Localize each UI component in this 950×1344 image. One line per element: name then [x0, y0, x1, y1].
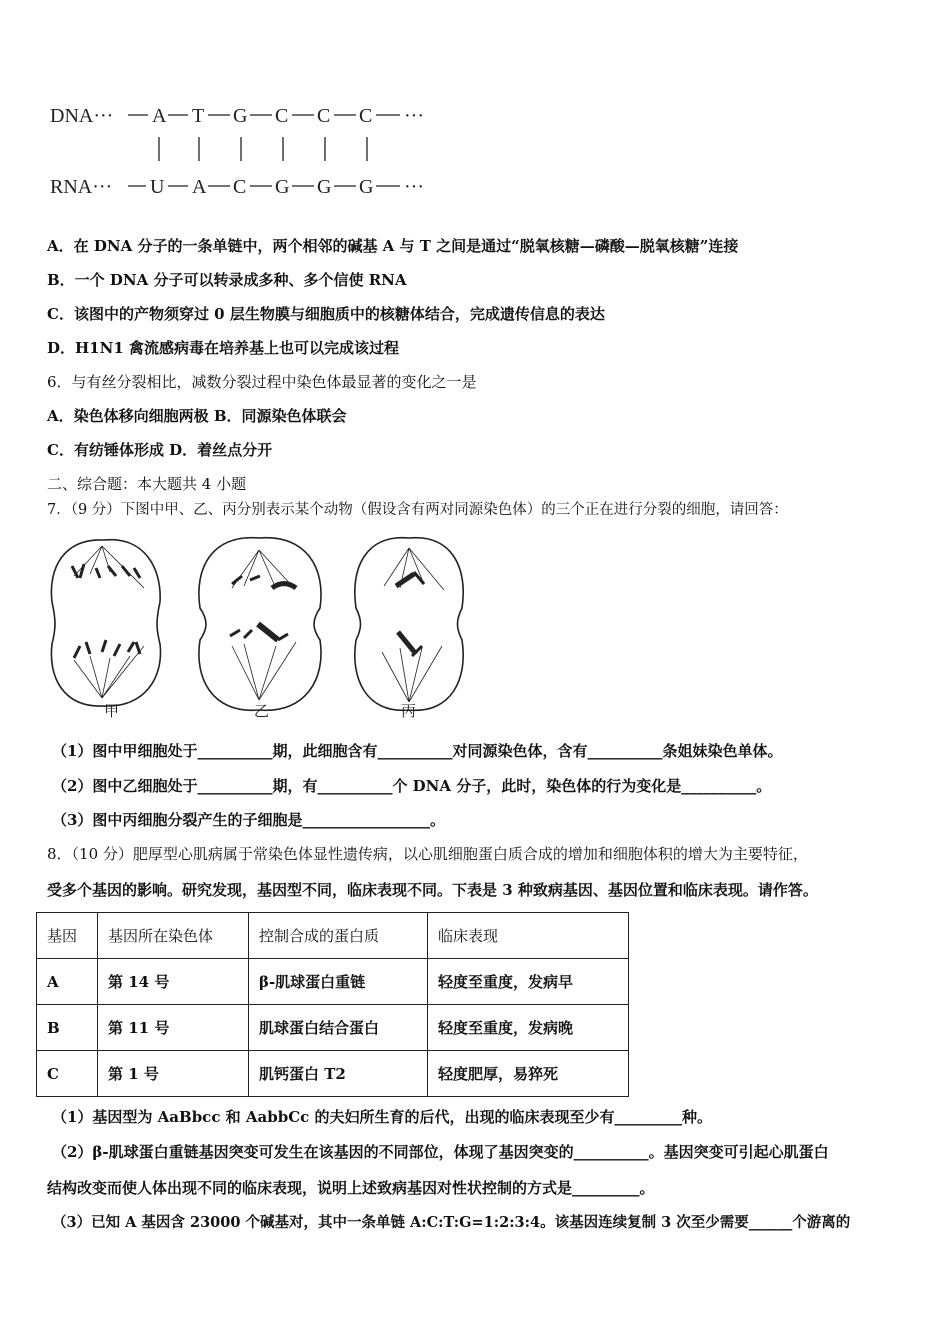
rna-base: G	[317, 176, 332, 198]
q8-stem-line1: 8．（10 分）肥厚型心肌病属于常染色体显性遗传病，以心肌细胞蛋白质合成的增加和细胞体积的增大为主要特征，	[47, 845, 808, 863]
q7-sub3: （3）图中丙细胞分裂产生的子细胞是_________________。	[52, 811, 445, 829]
table-cell: 轻度至重度，发病晚	[428, 1005, 629, 1051]
caption-bing: 丙	[401, 702, 417, 720]
q7-sub2: （2）图中乙细胞处于__________期，有__________个 DNA 分子，此时，染色体的行为变化是__________。	[52, 777, 772, 795]
table-cell: 第 14 号	[98, 959, 249, 1005]
table-row	[37, 1005, 629, 1051]
table-cell: 轻度至重度，发病早	[428, 959, 629, 1005]
q8-sub2-line2: 结构改变而使人体出现不同的临床表现，说明上述致病基因对性状控制的方式是_________。	[47, 1179, 655, 1197]
table-cell: 肌球蛋白结合蛋白	[249, 1005, 428, 1051]
table-cell: B	[37, 1005, 98, 1051]
rna-tail: ···	[404, 176, 424, 198]
q8-stem-line2: 受多个基因的影响。研究发现，基因型不同，临床表现不同。下表是 3 种致病基因、基因位置和临床表现。请作答。	[47, 881, 818, 899]
dna-label: DNA···	[50, 105, 114, 127]
q6-options-ab: A．染色体移向细胞两极 B．同源染色体联会	[47, 407, 347, 425]
dna-base: C	[317, 105, 331, 127]
q8-sub2-line1: （2）β-肌球蛋白重链基因突变可发生在该基因的不同部位，体现了基因突变的__________。基因突变可引起心肌蛋白	[52, 1143, 829, 1161]
q6-stem: 6．与有丝分裂相比，减数分裂过程中染色体最显著的变化之一是	[47, 373, 477, 391]
dna-rna-figure	[40, 95, 480, 205]
section-title: 二、综合题：本大题共 4 小题	[47, 475, 247, 493]
dna-base: C	[359, 105, 373, 127]
table-header-cell: 控制合成的蛋白质	[249, 913, 428, 959]
table-row	[37, 959, 629, 1005]
table-header-cell: 基因	[37, 913, 98, 959]
table-header-cell: 基因所在染色体	[98, 913, 249, 959]
table-cell: 轻度肥厚，易猝死	[428, 1051, 629, 1097]
gene-table	[36, 912, 629, 1097]
rna-base: U	[150, 176, 165, 198]
rna-label: RNA···	[50, 176, 113, 198]
dna-base: A	[152, 105, 167, 127]
q5-option-b: B．一个 DNA 分子可以转录成多种、多个信使 RNA	[47, 271, 407, 289]
base-pair-bonds	[159, 137, 367, 161]
table-cell: 第 1 号	[98, 1051, 249, 1097]
rna-base: C	[233, 176, 247, 198]
table-header-row	[37, 913, 629, 959]
dna-base: G	[233, 105, 248, 127]
cell-jia	[51, 540, 160, 706]
q6-options-cd: C．有纺锤体形成 D．着丝点分开	[47, 441, 273, 459]
dna-base: C	[275, 105, 289, 127]
rna-base: G	[275, 176, 290, 198]
table-row	[37, 1051, 629, 1097]
table-cell: 肌钙蛋白 T2	[249, 1051, 428, 1097]
dna-base: T	[192, 105, 205, 127]
q5-option-c: C．该图中的产物须穿过 0 层生物膜与细胞质中的核糖体结合，完成遗传信息的表达	[47, 305, 605, 323]
q7-sub1: （1）图中甲细胞处于__________期，此细胞含有__________对同源染色体，含有__________条姐妹染色单体。	[52, 742, 783, 760]
caption-yi: 乙	[254, 702, 270, 720]
table-header-cell: 临床表现	[428, 913, 629, 959]
caption-jia: 甲	[104, 702, 120, 720]
q8-sub1: （1）基因型为 AaBbcc 和 AabbCc 的夫妇所生育的后代，出现的临床表现至少有_________种。	[52, 1108, 713, 1126]
cell-bing	[355, 538, 463, 711]
q5-option-a: A．在 DNA 分子的一条单链中，两个相邻的碱基 A 与 T 之间是通过“脱氧核糖—磷酸—脱氧核糖”连接	[47, 237, 739, 255]
q5-option-d: D．H1N1 禽流感病毒在培养基上也可以完成该过程	[47, 339, 399, 357]
cell-division-figure	[44, 528, 484, 728]
q7-stem: 7．（9 分）下图中甲、乙、丙分别表示某个动物（假设含有两对同源染色体）的三个正在进行分裂的细胞，请回答：	[47, 502, 788, 518]
dna-tail: ···	[404, 105, 424, 127]
table-cell: C	[37, 1051, 98, 1097]
q8-sub3: （3）已知 A 基因含 23000 个碱基对，其中一条单链 A:C:T:G=1:2:3:4。该基因连续复制 3 次至少需要______个游离的	[52, 1214, 851, 1231]
table-cell: β-肌球蛋白重链	[249, 959, 428, 1005]
rna-base: A	[192, 176, 207, 198]
rna-base: G	[359, 176, 374, 198]
cell-captions	[44, 700, 484, 724]
table-cell: A	[37, 959, 98, 1005]
table-cell: 第 11 号	[98, 1005, 249, 1051]
cell-yi	[199, 538, 321, 711]
